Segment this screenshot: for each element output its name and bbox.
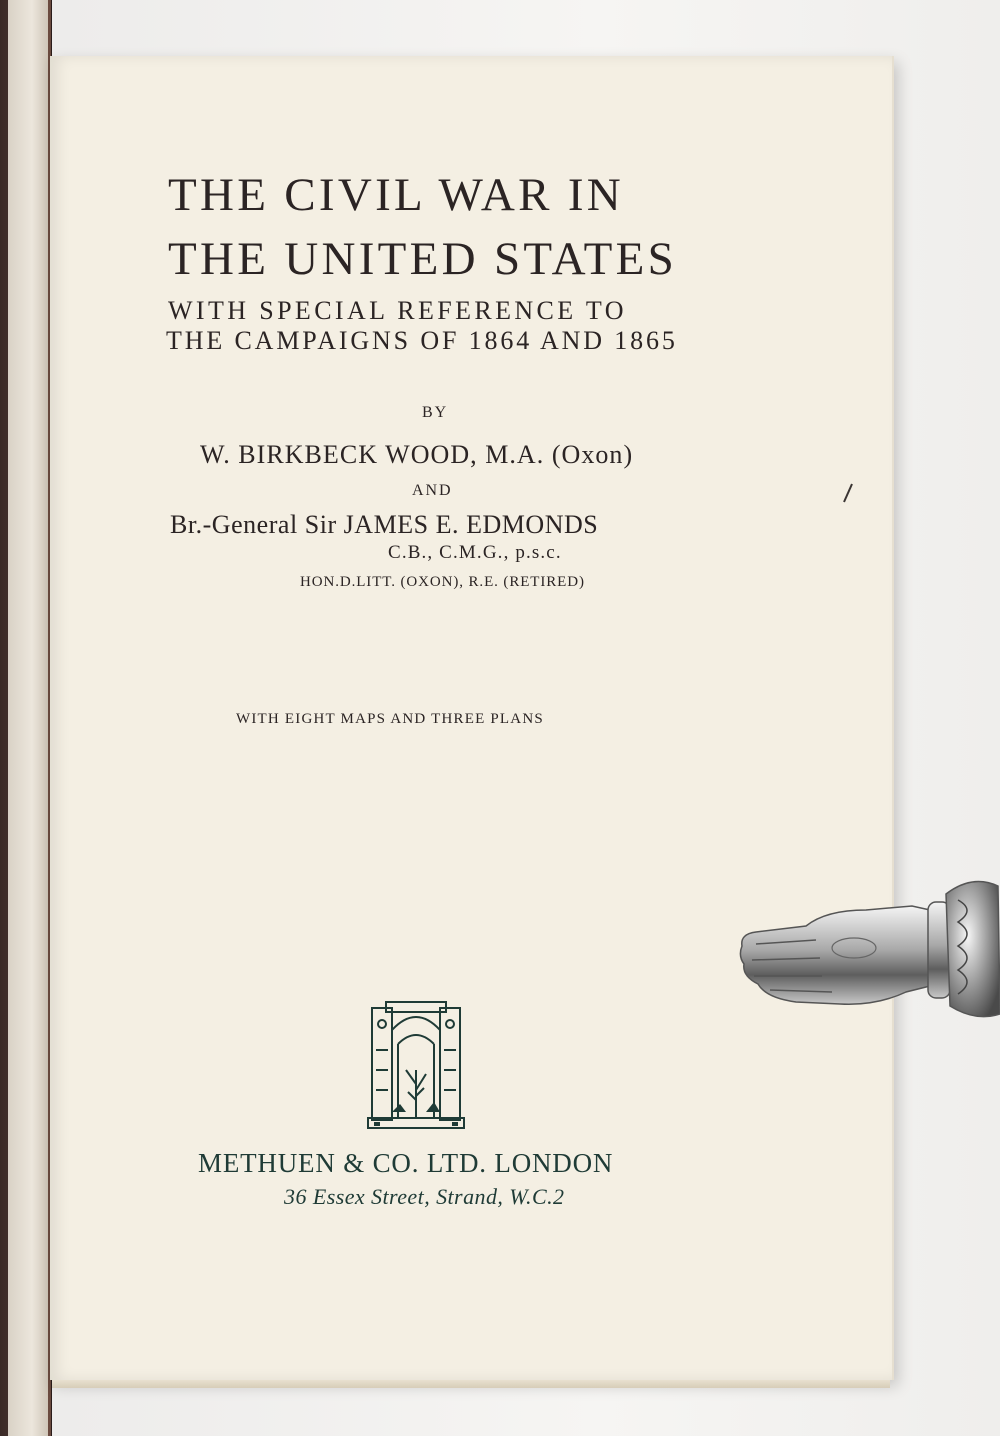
author-1: W. BIRKBECK WOOD, M.A. (Oxon) <box>200 440 634 469</box>
author-2-qualifications: C.B., C.M.G., p.s.c. <box>388 542 562 563</box>
page-speck-icon <box>838 480 856 510</box>
book-endpaper <box>8 0 51 1436</box>
book-title-line-1: THE CIVIL WAR IN <box>168 169 624 221</box>
silver-hand-bookweight-icon <box>736 876 1000 1022</box>
publisher-name: METHUEN & CO. LTD. LONDON <box>198 1148 614 1178</box>
author-2-honours: HON.D.LITT. (OXON), R.E. (RETIRED) <box>300 574 585 590</box>
by-label: BY <box>422 404 449 421</box>
author-2: Br.-General Sir JAMES E. EDMONDS <box>170 510 599 539</box>
publisher-address: 36 Essex Street, Strand, W.C.2 <box>284 1184 565 1209</box>
page-edge <box>52 1380 890 1388</box>
subtitle-line-2: THE CAMPAIGNS OF 1864 AND 1865 <box>166 326 678 355</box>
and-label: AND <box>412 482 453 499</box>
temple-gateway-device-icon <box>366 1000 466 1134</box>
subtitle-line-1: WITH SPECIAL REFERENCE TO <box>168 296 627 325</box>
maps-note: WITH EIGHT MAPS AND THREE PLANS <box>236 711 544 727</box>
book-title-line-2: THE UNITED STATES <box>168 233 678 285</box>
